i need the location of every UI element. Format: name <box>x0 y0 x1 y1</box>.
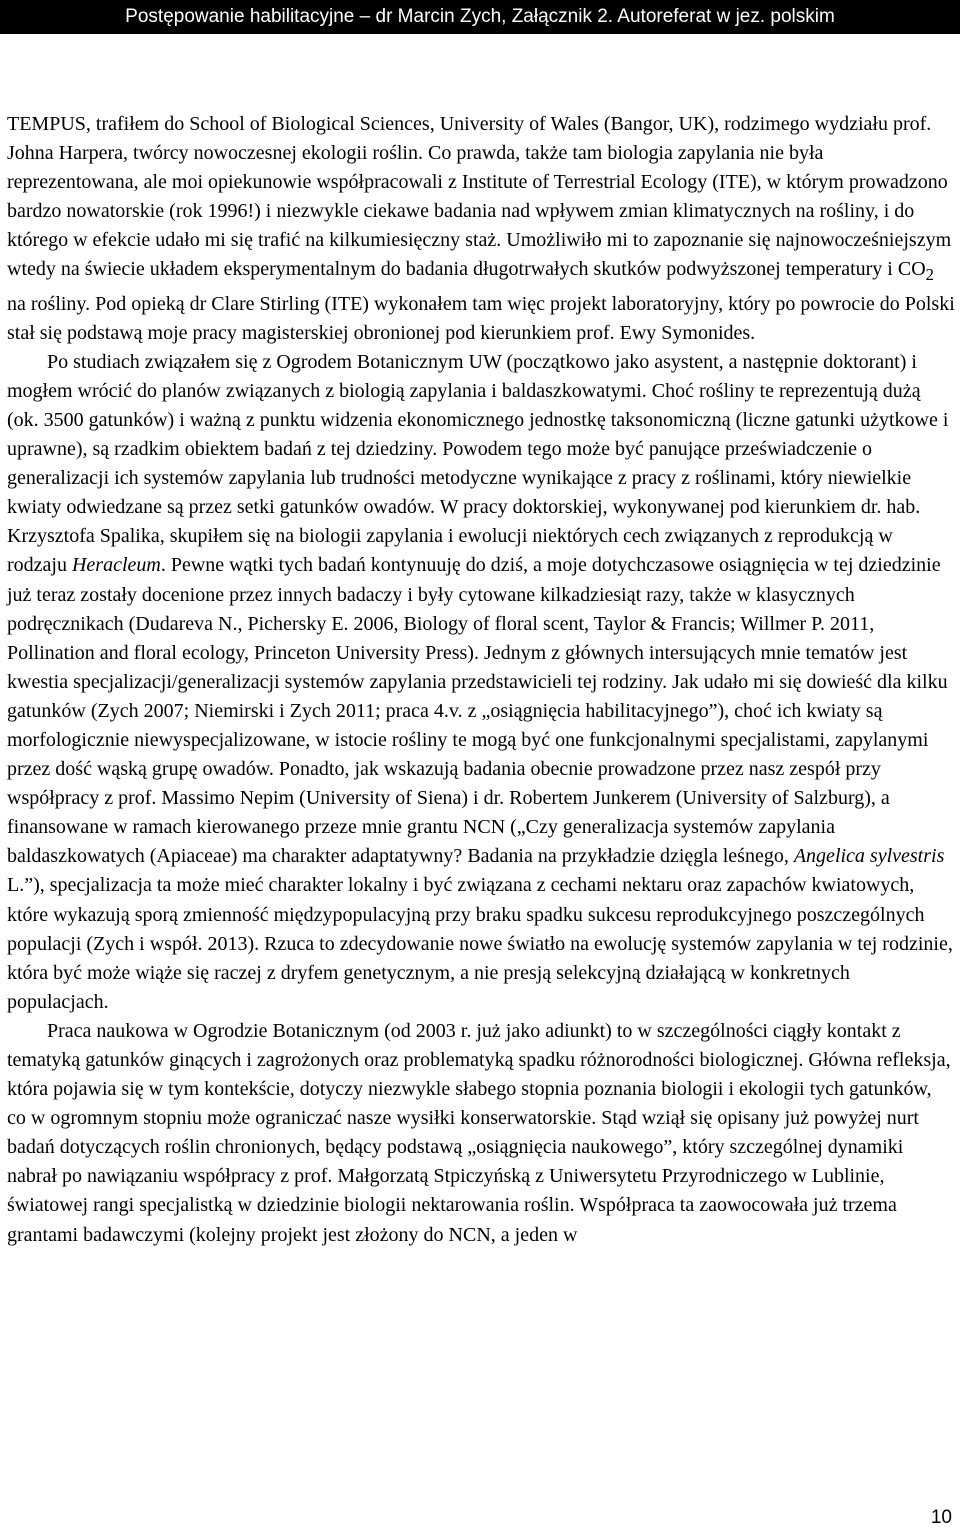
document-body <box>7 110 955 1250</box>
paragraph-text: TEMPUS, trafiłem do School of Biological Sciences, University of Wales (Bangor, UK), rodzimego wydziału prof. Johna Harpera, twórcy nowoczesnej ekologii roślin. Co prawda, także tam biologia zapylania nie była reprezentowana, ale moi opiekunowie współpracowali z Institute of Terrestrial Ecology (ITE), w którym prowadzono bardzo nowatorskie (rok 1996!) i niezwykle ciekawe badania nad wpływem zmian klimatycznych na rośliny, i do którego w efekcie udało mi się trafić na kilkumiesięczny staż. Umożliwiło mi to zapoznanie się najnowocześniejszym wtedy na świecie układem eksperymentalnym do badania długotrwałych skutków podwyższonej temperatury i CO <box>7 113 952 281</box>
header-title: Postępowanie habilitacyjne – dr Marcin Zych, Załącznik 2. Autoreferat w jez. polskim <box>125 6 835 27</box>
paragraph-text: Po studiach związałem się z Ogrodem Botanicznym UW (początkowo jako asystent, a następnie doktorant) i mogłem wrócić do planów związanych z biologią zapylania i baldaszkowatymi. Choć rośliny te reprezentują dużą (ok. 3500 gatunków) i ważną z punktu widzenia ekonomicznego jednostkę taksonomiczną (liczne gatunki użytkowe i uprawne), są rzadkim obiektem badań z tej dziedziny. Powodem tego może być panujące przeświadczenie o generalizacji ich systemów zapylania lub trudności metodyczne wynikające z pracy z roślinami, który niewielkie kwiaty odwiedzane są przez setki gatunków owadów. W pracy doktorskiej, wykonywanej pod kierunkiem dr. hab. Krzysztofa Spalika, skupiłem się na biologii zapylania i ewolucji niektórych cech związanych z reprodukcją w rodzaju <box>7 350 949 577</box>
paragraph <box>7 110 955 348</box>
subscript-text: 2 <box>925 265 934 285</box>
page-number: 10 <box>930 1507 952 1528</box>
italic-text: Heracleum <box>71 554 161 577</box>
page-header <box>0 0 960 34</box>
paragraph-text: Praca naukowa w Ogrodzie Botanicznym (od 2003 r. już jako adiunkt) to w szczególności ciągły kontakt z tematyką gatunków ginących i zagrożonych oraz problematyką spadku różnorodności biologicznej. Główna refleksja, która pojawia się w tym kontekście, dotyczy niezwykle słabego stopnia poznania biologii i ekologii tych gatunków, co w ogromnym stopniu może ograniczać nasze wysiłki konserwatorskie. Stąd wziął się opisany już powyżej nurt badań dotyczących roślin chronionych, będący podstawą „osiągnięcia naukowego”, który szczególnej dynamiki nabrał po nawiązaniu współpracy z prof. Małgorzatą Stpiczyńską z Uniwersytetu Przyrodniczego w Lublinie, światowej rangi specjalistką w dziedzinie biologii nektarowania roślin. Współpraca ta zaowocowała już trzema grantami badawczymi (kolejny projekt jest złożony do NCN, a jeden w <box>7 1019 951 1246</box>
paragraph-text: . Pewne wątki tych badań kontynuuję do dziś, a moje dotychczasowe osiągnięcia w tej dziedzinie już teraz zostały docenione przez innych badaczy i były cytowane kilkadziesiąt razy, także w klasycznych podręcznikach (Dudareva N., Pichersky E. 2006, Biology of floral scent, Taylor & Francis; Willmer P. 2011, Pollination and floral ecology, Princeton University Press). Jednym z głównych intersujących mnie tematów jest kwestia specjalizacji/generalizacji systemów zapylania przedstawicieli tej rodziny. Jak udało mi się dowieść dla kilku gatunków (Zych 2007; Niemirski i Zych 2011; praca 4.v. z „osiągnięcia habilitacyjnego”), choć ich kwiaty są morfologicznie niewyspecjalizowane, w istocie rośliny te mogą być one funkcjonalnymi specjalistami, zapylanymi przez dość wąską grupę owadów. Ponadto, jak wskazują badania obecnie prowadzone przez nasz zespół przy współpracy z prof. Massimo Nepim (University of Siena) i dr. Robertem Junkerem (University of Salzburg), a finansowane w ramach kierowanego przeze mnie grantu NCN („Czy generalizacja systemów zapylania baldaszkowatych (Apiaceae) ma charakter adaptatywny? Badania na przykładzie dzięgla leśnego, <box>7 554 948 868</box>
italic-text: Angelica sylvestris <box>793 845 945 868</box>
paragraph-text: L.”), specjalizacja ta może mieć charakter lokalny i być związana z cechami nektaru oraz zapachów kwiatowych, które wykazują sporą zmienność międzypopulacyjną przy braku spadku sukcesu reprodukcyjnego poszczególnych populacji (Zych i współ. 2013). Rzuca to zdecydowanie nowe światło na ewolucję systemów zapylania w tej rodzinie, która być może wiąże się raczej z dryfem genetycznym, a nie presją selekcyjną działającą w konkretnych populacjach. <box>7 874 953 1013</box>
paragraph-text: na rośliny. Pod opieką dr Clare Stirling (ITE) wykonałem tam więc projekt laboratoryjny, który po powrocie do Polski stał się podstawą moje pracy magisterskiej obronionej pod kierunkiem prof. Ewy Symonides. <box>7 292 955 344</box>
paragraph <box>7 348 955 1017</box>
paragraph <box>7 1017 955 1250</box>
